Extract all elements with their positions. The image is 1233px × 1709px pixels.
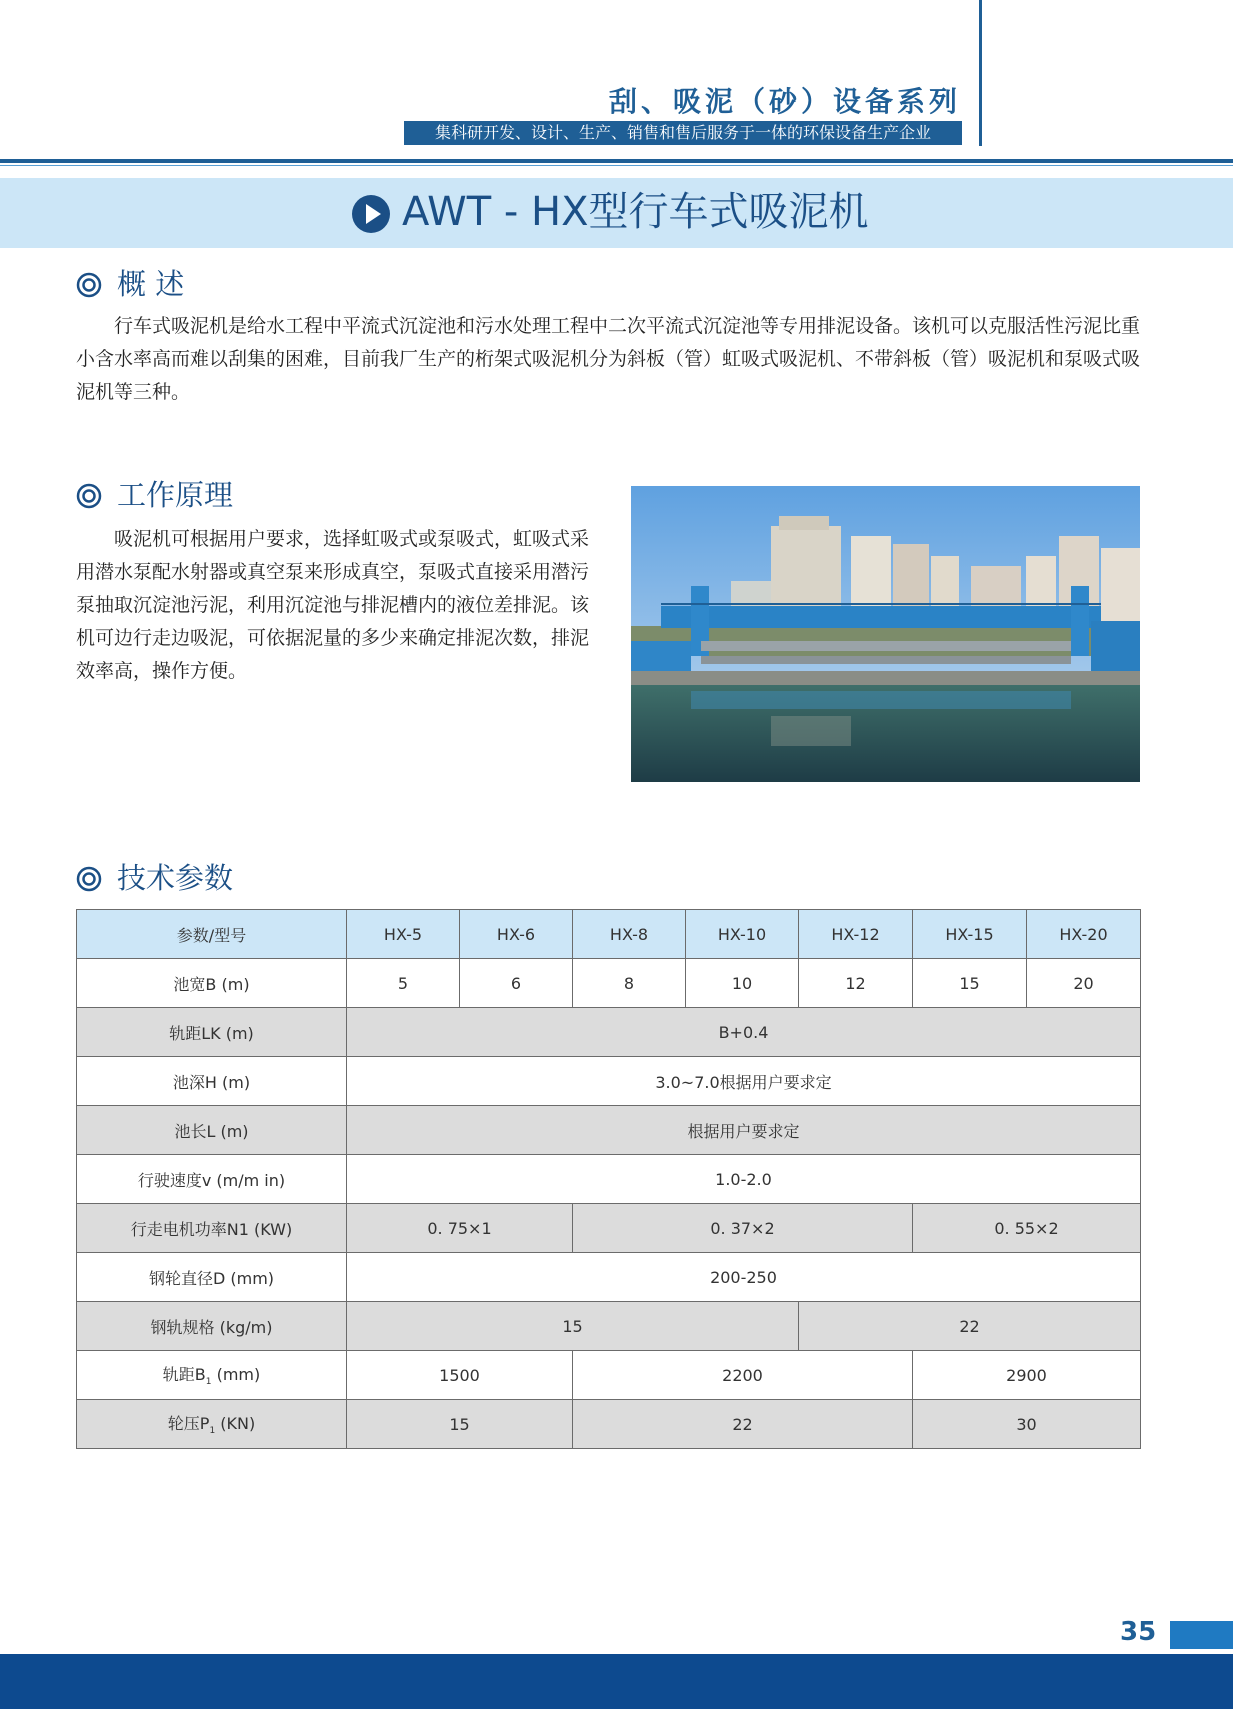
header-rule — [0, 159, 1233, 163]
model-header: HX-12 — [799, 910, 913, 959]
table-row — [77, 1057, 1141, 1106]
table-cell: 1.0-2.0 — [347, 1155, 1141, 1204]
table-cell: 200-250 — [347, 1253, 1141, 1302]
principle-heading: 工作原理 — [117, 478, 234, 512]
row-label-subscript: 1 — [205, 1377, 212, 1388]
table-row — [77, 1155, 1141, 1204]
table-cell: 15 — [347, 1400, 573, 1449]
table-row — [77, 1400, 1141, 1449]
company-tagline: 集科研开发、设计、生产、销售和售后服务于一体的环保设备生产企业 — [404, 121, 962, 145]
table-cell: 0. 75×1 — [347, 1204, 573, 1253]
section-bullet-icon — [76, 272, 102, 298]
row-label: 行驶速度v (m/m in) — [77, 1155, 347, 1204]
header-divider-line — [979, 0, 982, 146]
footer-band — [0, 1654, 1233, 1709]
section-bullet-icon — [76, 866, 102, 892]
table-cell: 6 — [460, 959, 573, 1008]
row-label: 行走电机功率N1 (KW) — [77, 1204, 347, 1253]
section-bullet-icon — [76, 483, 102, 509]
row-label: 池深H (m) — [77, 1057, 347, 1106]
row-label: 池长L (m) — [77, 1106, 347, 1155]
overview-heading: 概 述 — [117, 267, 185, 301]
row-label-unit: (KN) — [215, 1414, 256, 1434]
model-header: HX-20 — [1027, 910, 1141, 959]
play-icon — [351, 194, 391, 234]
table-row — [77, 1302, 1141, 1351]
table-cell: 5 — [347, 959, 460, 1008]
table-cell: 根据用户要求定 — [347, 1106, 1141, 1155]
model-header: HX-5 — [347, 910, 460, 959]
table-cell: 30 — [913, 1400, 1141, 1449]
principle-text: 吸泥机可根据用户要求，选择虹吸式或泵吸式，虹吸式采用潜水泵配水射器或真空泵来形成真空，泵吸式直接采用潜污泵抽取沉淀池污泥，利用沉淀池与排泥槽内的液位差排泥。该机可边行走边吸泥，可依据泥量的多少来确定排泥次数，排泥效率高，操作方便。 — [76, 528, 590, 682]
table-cell: 20 — [1027, 959, 1141, 1008]
table-cell: 8 — [573, 959, 686, 1008]
page-number: 35 — [1120, 1617, 1157, 1647]
table-row — [77, 910, 1141, 959]
table-cell: 2200 — [573, 1351, 913, 1400]
table-cell: 12 — [799, 959, 913, 1008]
overview-text: 行车式吸泥机是给水工程中平流式沉淀池和污水处理工程中二次平流式沉淀池等专用排泥设备。该机可以克服活性污泥比重小含水率高而难以刮集的困难，目前我厂生产的桁架式吸泥机分为斜板（管）虹吸式吸泥机、不带斜板（管）吸泥机和泵吸式吸泥机等三种。 — [76, 315, 1141, 403]
table-row — [77, 1204, 1141, 1253]
machine-photo — [631, 486, 1140, 782]
table-cell: 22 — [573, 1400, 913, 1449]
table-row — [77, 1351, 1141, 1400]
row-label: 轨距LK (m) — [77, 1008, 347, 1057]
row-label-text: 轨距B — [162, 1365, 206, 1385]
table-cell: 1500 — [347, 1351, 573, 1400]
table-cell: 0. 37×2 — [573, 1204, 913, 1253]
table-row — [77, 1106, 1141, 1155]
row-label-unit: (mm) — [211, 1365, 261, 1385]
series-title: 刮、吸泥（砂）设备系列 — [608, 85, 961, 118]
table-row — [77, 1008, 1141, 1057]
page-title: AWT - HX型行车式吸泥机 — [402, 189, 869, 235]
model-header: HX-10 — [686, 910, 799, 959]
page-number-tab — [1170, 1621, 1233, 1649]
row-label: 池宽B (m) — [77, 959, 347, 1008]
table-cell: 10 — [686, 959, 799, 1008]
row-label-subscript: 1 — [209, 1426, 216, 1437]
row-label-text: 轮压P — [167, 1414, 210, 1434]
row-label — [77, 1400, 347, 1449]
row-label — [77, 1351, 347, 1400]
row-label: 钢轮直径D (mm) — [77, 1253, 347, 1302]
header-rule-thin — [0, 165, 1233, 166]
table-header-label: 参数/型号 — [77, 910, 347, 959]
table-row — [77, 959, 1141, 1008]
table-cell: 15 — [347, 1302, 799, 1351]
row-label: 钢轨规格 (kg/m) — [77, 1302, 347, 1351]
model-header: HX-8 — [573, 910, 686, 959]
table-cell: 22 — [799, 1302, 1141, 1351]
model-header: HX-6 — [460, 910, 573, 959]
table-cell: B+0.4 — [347, 1008, 1141, 1057]
table-row — [77, 1253, 1141, 1302]
table-cell: 2900 — [913, 1351, 1141, 1400]
table-cell: 0. 55×2 — [913, 1204, 1141, 1253]
spec-table — [76, 909, 1141, 1449]
specs-heading: 技术参数 — [117, 861, 234, 895]
table-cell: 15 — [913, 959, 1027, 1008]
model-header: HX-15 — [913, 910, 1027, 959]
table-cell: 3.0~7.0根据用户要求定 — [347, 1057, 1141, 1106]
